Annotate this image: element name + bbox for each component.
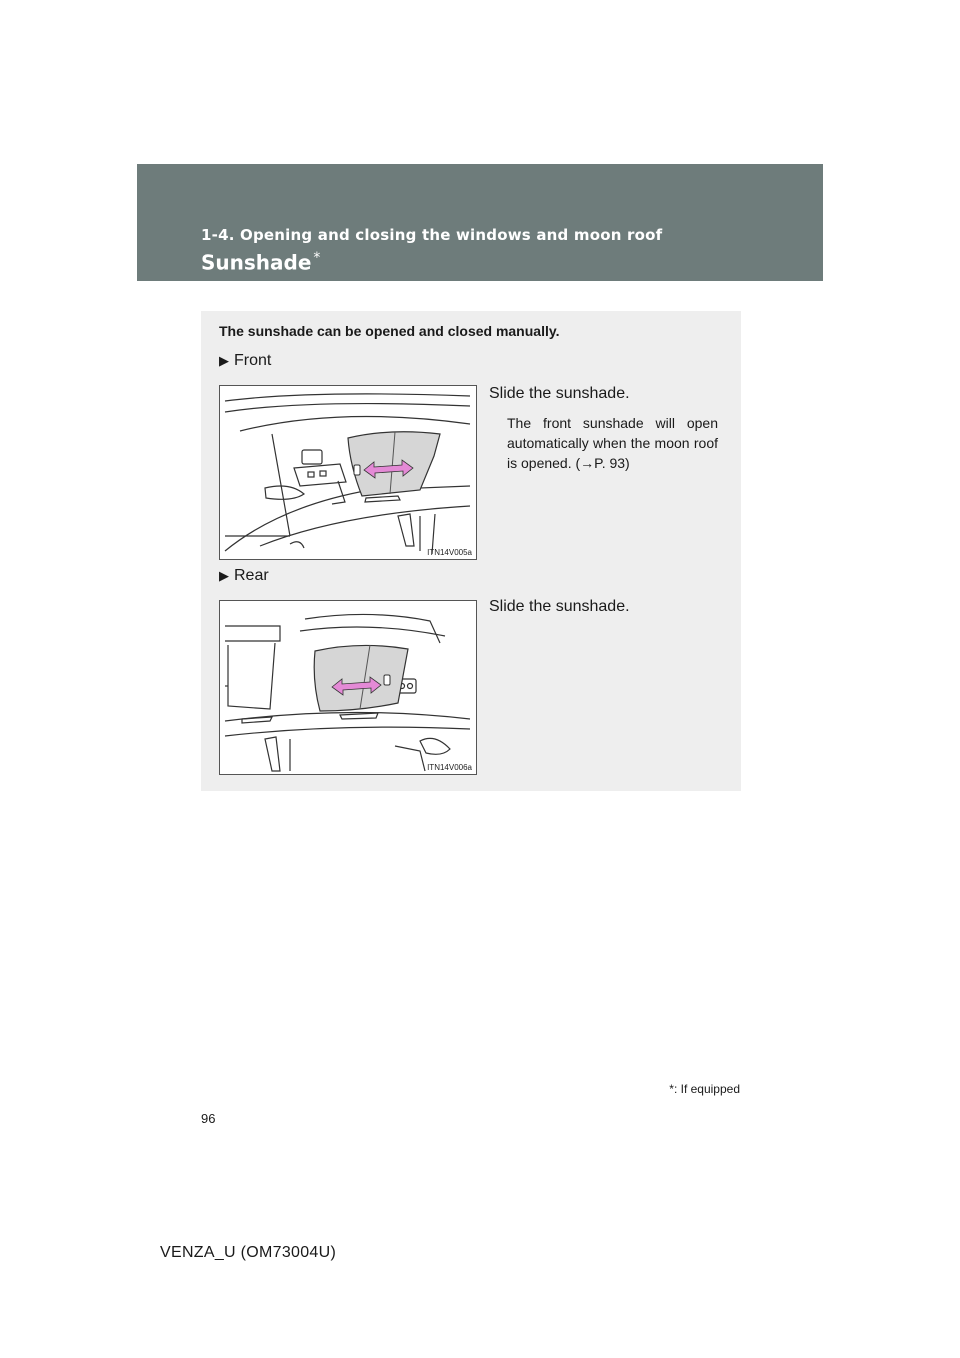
footnote-text: : If equipped bbox=[673, 1082, 740, 1096]
front-figure-id: ITN14V005a bbox=[427, 548, 472, 557]
page-title-text: Sunshade bbox=[201, 250, 312, 275]
front-step: Slide the sunshade. bbox=[489, 385, 630, 402]
page-number: 96 bbox=[201, 1111, 216, 1126]
rear-heading bbox=[219, 567, 269, 585]
rear-sunshade-illustration bbox=[219, 600, 477, 775]
front-heading-text: Front bbox=[234, 352, 272, 369]
rear-heading-text: Rear bbox=[234, 567, 269, 584]
rear-step: Slide the sunshade. bbox=[489, 598, 630, 615]
document-code: VENZA_U (OM73004U) bbox=[160, 1244, 337, 1261]
triangle-bullet-icon: ▶ bbox=[219, 568, 229, 583]
rear-figure-id: ITN14V006a bbox=[427, 763, 472, 772]
front-note: The front sunshade will open automatically when the moon roof is opened. (→P. 93) bbox=[507, 415, 718, 471]
page-title bbox=[201, 250, 320, 275]
footnote-mark: * bbox=[669, 1082, 674, 1096]
rear-sunshade-drawing bbox=[220, 601, 476, 774]
content-panel bbox=[201, 311, 741, 791]
header-band bbox=[137, 164, 823, 281]
front-sunshade-illustration bbox=[219, 385, 477, 560]
front-heading bbox=[219, 352, 271, 370]
if-equipped-mark: * bbox=[313, 250, 321, 266]
triangle-bullet-icon: ▶ bbox=[219, 353, 229, 368]
intro-text: The sunshade can be opened and closed manually. bbox=[219, 323, 560, 339]
footnote bbox=[669, 1082, 740, 1096]
section-title: 1-4. Opening and closing the windows and moon roof bbox=[201, 226, 663, 244]
front-sunshade-drawing bbox=[220, 386, 476, 559]
